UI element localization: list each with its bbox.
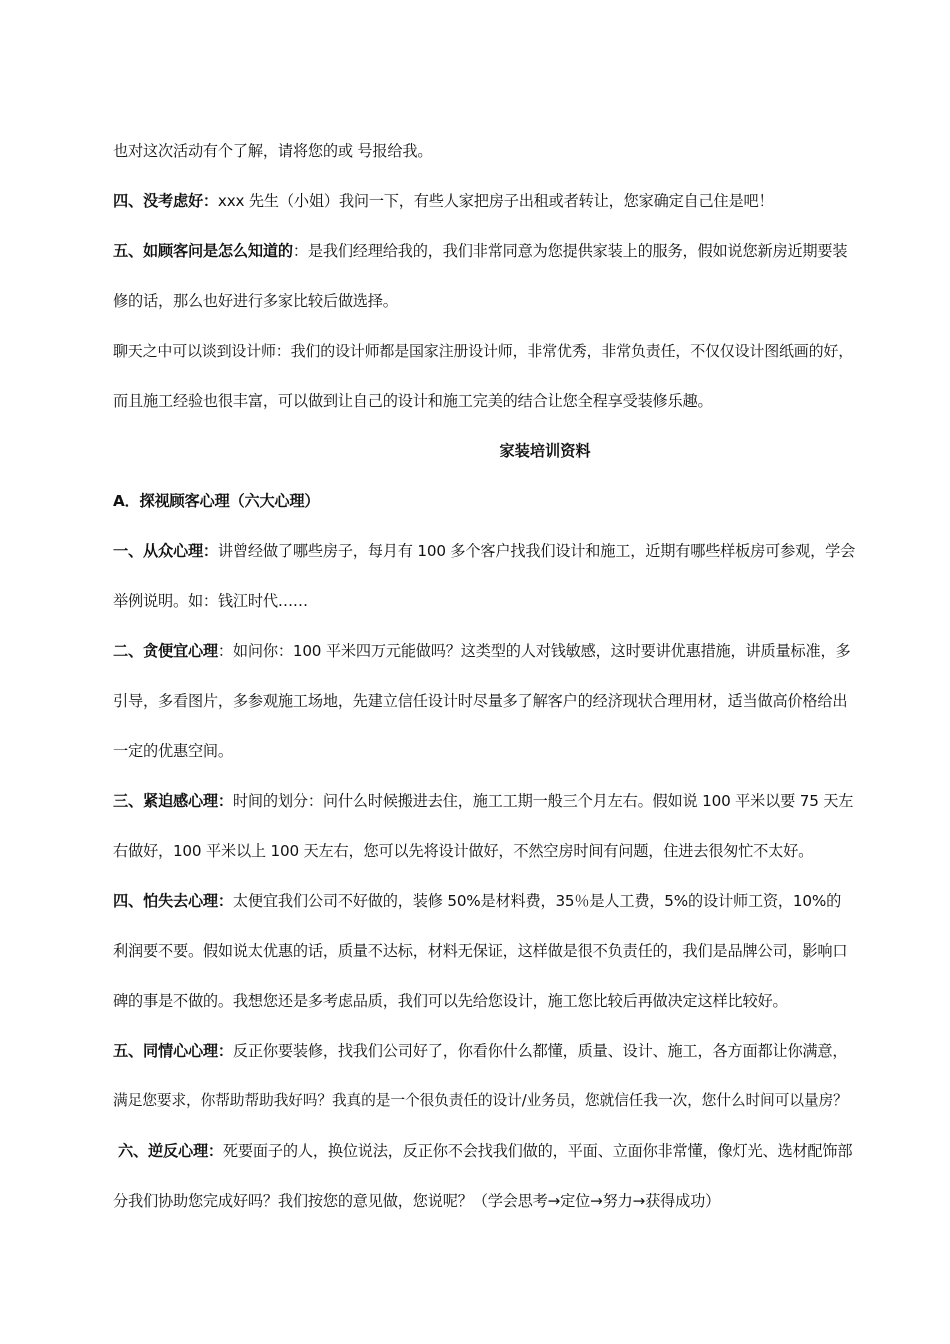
q5-continuation: 修的话，那么也好进行多家比较后做选择。 (113, 292, 398, 310)
p4-continuation-1: 利润要不要。假如说太优惠的话，质量不达标，材料无保证，这样做是很不负责任的，我们是品牌公司，影响口 (113, 942, 848, 960)
intro-line: 也对这次活动有个了解，请将您的或 号报给我。 (113, 142, 433, 160)
p5-heading: 五、同情心心理： (113, 1042, 233, 1060)
section-a-heading: A．探视顾客心理（六大心理） (113, 492, 320, 510)
p2-continuation-2: 一定的优惠空间。 (113, 742, 233, 760)
document-title: 家装培训资料 (499, 442, 591, 460)
p4-heading: 四、怕失去心理： (113, 892, 233, 910)
p2-paragraph: 二、贪便宜心理：如问你：100 平米四万元能做吗？这类型的人对钱敏感，这时要讲优惠措施，讲质量标准，多 (113, 642, 851, 660)
q5-text: ：是我们经理给我的，我们非常同意为您提供家装上的服务，假如说您新房近期要装 (292, 242, 848, 260)
designer-line-1: 聊天之中可以谈到设计师：我们的设计师都是国家注册设计师，非常优秀，非常负责任，不仅仅设计图纸画的好， (113, 342, 854, 360)
p4-continuation-2: 碑的事是不做的。我想您还是多考虑品质，我们可以先给您设计，施工您比较后再做决定这样比较好。 (113, 992, 788, 1010)
p5-continuation: 满足您要求，你帮助帮助我好吗？我真的是一个很负责任的设计/业务员，您就信任我一次，您什么时间可以量房？ (113, 1092, 848, 1109)
p2-heading: 二、贪便宜心理 (113, 642, 218, 660)
p1-continuation: 举例说明。如：钱江时代…… (113, 592, 308, 610)
p6-continuation: 分我们协助您完成好吗？我们按您的意见做，您说呢？（学会思考→定位→努力→获得成功） (113, 1192, 721, 1210)
q5-paragraph (113, 240, 848, 262)
p6-heading: 六、逆反心理： (118, 1142, 223, 1160)
q4-text: xxx 先生（小姐）我问一下，有些人家把房子出租或者转让，您家确定自己住是吧！ (217, 192, 774, 210)
p3-continuation: 右做好，100 平米以上 100 天左右，您可以先将设计做好，不然空房时间有问题，住进去很匆忙不太好。 (113, 842, 814, 860)
p5-paragraph: 五、同情心心理：反正你要装修，找我们公司好了，你看你什么都懂，质量、设计、施工，各方面都让你满意， (113, 1042, 848, 1060)
p1-heading: 一、从众心理： (113, 542, 218, 560)
p6-paragraph: 六、逆反心理：死要面子的人，换位说法，反正你不会找我们做的，平面、立面你非常懂，像灯光、选材配饰部 (118, 1142, 853, 1160)
p4-paragraph: 四、怕失去心理：太便宜我们公司不好做的，装修 50%是材料费，35％是人工费，5%的设计师工资，10%的 (113, 892, 842, 910)
q5-heading: 五、如顾客问是怎么知道的 (113, 242, 293, 260)
p3-heading: 三、紧迫感心理： (113, 792, 233, 810)
designer-line-2: 而且施工经验也很丰富，可以做到让自己的设计和施工完美的结合让您全程享受装修乐趣。 (113, 392, 713, 410)
q4-heading: 四、没考虑好： (113, 192, 218, 210)
p2-continuation-1: 引导，多看图片，多参观施工场地，先建立信任设计时尽量多了解客户的经济现状合理用材，适当做高价格给出 (113, 692, 848, 710)
p3-paragraph: 三、紧迫感心理：时间的划分：问什么时候搬进去住，施工工期一般三个月左右。假如说 100 平米以要 75 天左 (113, 792, 854, 810)
p1-paragraph: 一、从众心理：讲曾经做了哪些房子，每月有 100 多个客户找我们设计和施工，近期有哪些样板房可参观，学会 (113, 542, 856, 560)
q4-paragraph (113, 190, 843, 212)
